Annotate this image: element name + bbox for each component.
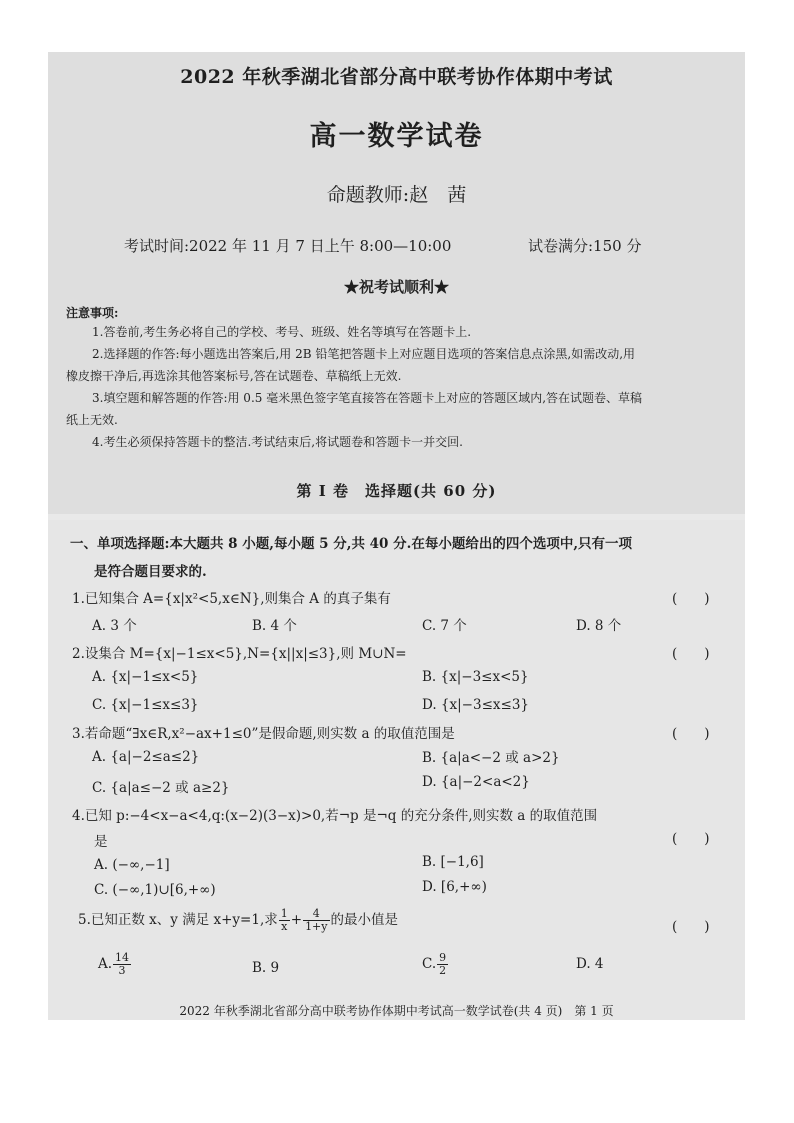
fraction-numerator: 9 (439, 951, 447, 964)
part-heading: 一、单项选择题:本大题共 8 小题,每小题 5 分,共 40 分.在每小题给出的四个选项中,只有一项 (70, 536, 633, 552)
answer-paren: ( ) (672, 646, 710, 662)
plus-sign: + (290, 912, 303, 928)
option-a: A. {a|−2≤a≤2} (92, 749, 200, 765)
option-d: D. {a|−2<a<2} (422, 774, 530, 790)
option-c: C. (−∞,1)∪[6,+∞) (94, 882, 216, 898)
option-c (422, 952, 449, 977)
question-1-stem: 1.已知集合 A={x|x²<5,x∈N},则集合 A 的真子集有 (72, 591, 391, 607)
question-3-stem: 3.若命题“∃x∈R,x²−ax+1≤0”是假命题,则实数 a 的取值范围是 (72, 726, 455, 742)
fraction-4-over-1-plus-y (303, 908, 329, 933)
option-a: A. 3 个 (92, 618, 137, 634)
note-line: 1.答卷前,考生务必将自己的学校、考号、班级、姓名等填写在答题卡上. (92, 325, 472, 339)
option-b: B. {x|−3≤x<5} (422, 669, 529, 685)
note-line: 纸上无效. (66, 413, 118, 427)
option-b: B. 4 个 (252, 618, 297, 634)
full-score: 试卷满分:150 分 (528, 237, 642, 255)
exam-time: 考试时间:2022 年 11 月 7 日上午 8:00—10:00 (124, 237, 452, 255)
fraction-numerator: 1 (280, 907, 288, 920)
fraction-denominator: x (281, 920, 288, 933)
page-footer: 2022 年秋季湖北省部分高中联考协作体期中考试高一数学试卷(共 4 页) 第 1 页 (179, 1004, 614, 1018)
question-4-stem: 4.已知 p:−4<x−a<4,q:(x−2)(3−x)>0,若¬p 是¬q 的充分条件,则实数 a 的取值范围 (72, 808, 598, 824)
option-b: B. [−1,6] (422, 854, 484, 870)
fraction-numerator: 14 (115, 951, 130, 964)
option-b: B. 9 (252, 960, 280, 976)
option-label: C. (422, 956, 437, 972)
option-d: D. 8 个 (576, 618, 622, 634)
option-a (98, 952, 132, 977)
note-line: 橡皮擦干净后,再选涂其他答案标号,答在试题卷、草稿纸上无效. (66, 369, 402, 383)
answer-paren: ( ) (672, 591, 710, 607)
note-line: 2.选择题的作答:每小题选出答案后,用 2B 铅笔把答题卡上对应题目选项的答案信息点涂黑,如需改动,用 (92, 347, 636, 361)
question-5-stem-pre: 5.已知正数 x、y 满足 x+y=1,求 (78, 912, 278, 928)
good-luck-line: ★祝考试顺利★ (343, 278, 449, 296)
answer-paren: ( ) (672, 726, 710, 742)
question-5-stem-post: 的最小值是 (330, 912, 398, 928)
question-5-stem (78, 908, 398, 933)
question-4-stem-cont: 是 (94, 834, 108, 850)
paper-title: 高一数学试卷 (309, 121, 484, 152)
exam-title: 2022 年秋季湖北省部分高中联考协作体期中考试 (180, 66, 613, 88)
option-b: B. {a|a<−2 或 a>2} (422, 750, 560, 766)
section-title: 第 Ⅰ 卷 选择题(共 60 分) (296, 482, 497, 500)
part-heading-cont: 是符合题目要求的. (94, 564, 207, 580)
answer-paren: ( ) (672, 919, 710, 935)
option-a: A. (−∞,−1] (94, 857, 170, 873)
option-d: D. 4 (576, 956, 604, 972)
fraction-denominator: 2 (439, 964, 447, 977)
fraction-numerator: 4 (303, 908, 329, 921)
answer-paren: ( ) (672, 831, 710, 847)
fraction-denominator: 3 (118, 964, 126, 977)
option-c: C. 7 个 (422, 618, 467, 634)
option-c: C. {x|−1≤x≤3} (92, 697, 199, 713)
option-c: C. {a|a≤−2 或 a≥2} (92, 780, 230, 796)
fraction-1-over-x (279, 908, 290, 933)
notes-title: 注意事项: (66, 306, 119, 320)
option-d: D. [6,+∞) (422, 879, 487, 895)
fraction-9-over-2 (437, 952, 448, 977)
teacher-line: 命题教师:赵 茜 (326, 184, 467, 206)
question-2-stem: 2.设集合 M={x|−1≤x<5},N={x||x|≤3},则 M∪N= (72, 646, 407, 662)
option-d: D. {x|−3≤x≤3} (422, 697, 529, 713)
note-line: 3.填空题和解答题的作答:用 0.5 毫米黑色签字笔直接答在答题卡上对应的答题区域内,答在试题卷、草稿 (92, 391, 643, 405)
fraction-denominator: 1+y (305, 920, 328, 933)
note-line: 4.考生必须保持答题卡的整洁.考试结束后,将试题卷和答题卡一并交回. (92, 435, 463, 449)
option-a: A. {x|−1≤x<5} (92, 669, 199, 685)
fraction-14-over-3 (113, 952, 131, 977)
scanned-page (48, 52, 745, 1020)
option-label: A. (98, 956, 113, 972)
